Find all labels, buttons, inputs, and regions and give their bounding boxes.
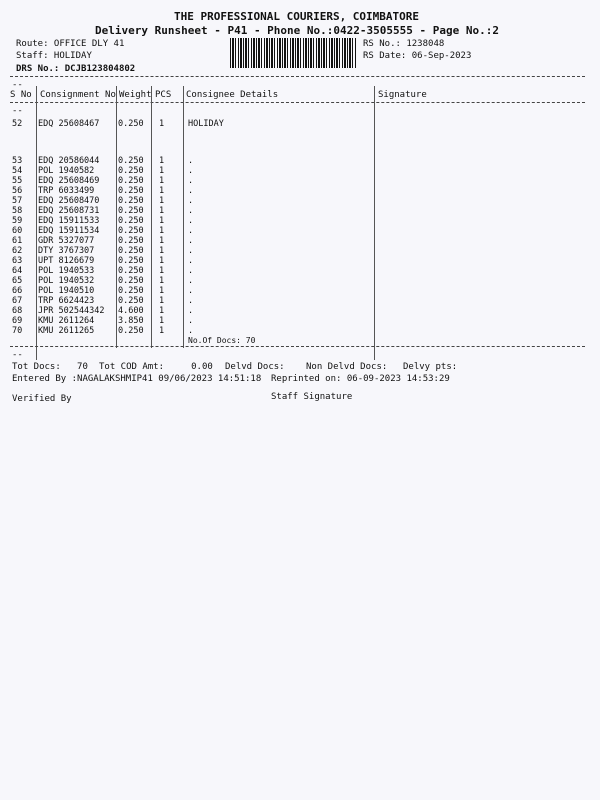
cell-pcs: 1	[159, 276, 165, 286]
cell-consignment: EDQ 20586044	[38, 156, 100, 166]
cell-consignment: TRP 6624423	[38, 296, 95, 306]
cell-details: .	[188, 166, 194, 176]
non-delivered-docs: Non Delvd Docs:	[306, 362, 388, 372]
cell-consignment: EDQ 25608470	[38, 196, 100, 206]
cell-details: .	[188, 196, 194, 206]
cell-consignment: KMU 2611264	[38, 316, 95, 326]
cell-details: .	[188, 306, 194, 316]
cell-weight: 0.250	[118, 119, 144, 129]
cell-weight: 0.250	[118, 166, 144, 176]
column-divider	[116, 86, 117, 348]
cell-details: .	[188, 176, 194, 186]
col-header-consignment: Consignment No	[40, 90, 116, 100]
cell-details: .	[188, 326, 194, 336]
cell-details: .	[188, 186, 194, 196]
cell-sno: 56	[12, 186, 23, 196]
cell-consignment: EDQ 15911533	[38, 216, 100, 226]
staff-label: Staff: HOLIDAY	[16, 51, 92, 61]
divider-mark: --	[12, 80, 23, 90]
cell-pcs: 1	[159, 236, 165, 246]
divider	[10, 76, 585, 77]
delivered-docs: Delvd Docs:	[225, 362, 285, 372]
cell-consignment: POL 1940532	[38, 276, 95, 286]
cell-weight: 0.250	[118, 186, 144, 196]
cell-details: .	[188, 316, 194, 326]
cell-details: .	[188, 236, 194, 246]
cell-pcs: 1	[159, 196, 165, 206]
cell-weight: 0.250	[118, 156, 144, 166]
column-divider	[36, 86, 37, 360]
cell-pcs: 1	[159, 186, 165, 196]
cell-pcs: 1	[159, 246, 165, 256]
cell-pcs: 1	[159, 266, 165, 276]
runsheet-subtitle: Delivery Runsheet - P41 - Phone No.:0422-3505555 - Page No.:2	[95, 24, 499, 37]
col-header-sno: S No	[10, 90, 32, 100]
entered-by: Entered By :NAGALAKSHMIP41 09/06/2023 14:51:18	[12, 374, 262, 384]
cell-weight: 0.250	[118, 276, 144, 286]
cell-weight: 0.250	[118, 206, 144, 216]
cell-consignment: EDQ 25608467	[38, 119, 100, 129]
cell-pcs: 1	[159, 206, 165, 216]
cell-consignment: EDQ 15911534	[38, 226, 100, 236]
no-of-docs: No.Of Docs: 70	[188, 336, 256, 345]
company-title: THE PROFESSIONAL COURIERS, COIMBATORE	[174, 10, 420, 23]
cell-pcs: 1	[159, 166, 165, 176]
cell-pcs: 1	[159, 156, 165, 166]
cell-consignment: DTY 3767307	[38, 246, 95, 256]
cell-sno: 64	[12, 266, 23, 276]
cell-weight: 0.250	[118, 296, 144, 306]
cell-sno: 54	[12, 166, 23, 176]
staff-signature: Staff Signature	[271, 392, 353, 402]
cell-pcs: 1	[159, 119, 165, 129]
cell-details: .	[188, 296, 194, 306]
cell-weight: 0.250	[118, 236, 144, 246]
cell-consignment: EDQ 25608731	[38, 206, 100, 216]
divider-mark: --	[12, 106, 23, 116]
divider-mark: --	[12, 350, 23, 360]
verified-by: Verified By	[12, 394, 72, 404]
col-header-details: Consignee Details	[186, 90, 279, 100]
divider	[10, 102, 585, 103]
column-divider	[183, 86, 184, 348]
cell-pcs: 1	[159, 326, 165, 336]
column-divider	[374, 86, 375, 360]
cell-consignment: POL 1940533	[38, 266, 95, 276]
col-header-weight: Weight	[119, 90, 152, 100]
column-divider	[151, 86, 152, 348]
cell-weight: 0.250	[118, 286, 144, 296]
delivery-points: Delvy pts:	[403, 362, 458, 372]
col-header-signature: Signature	[378, 90, 427, 100]
cell-consignment: JPR 502544342	[38, 306, 105, 316]
cell-weight: 3.850	[118, 316, 144, 326]
cell-sno: 69	[12, 316, 23, 326]
cell-sno: 63	[12, 256, 23, 266]
cell-weight: 0.250	[118, 176, 144, 186]
cell-pcs: 1	[159, 296, 165, 306]
cell-consignment: UPT 8126679	[38, 256, 95, 266]
tot-cod-amount: Tot COD Amt: 0.00	[99, 362, 213, 372]
cell-pcs: 1	[159, 256, 165, 266]
cell-weight: 0.250	[118, 216, 144, 226]
cell-details: .	[188, 156, 194, 166]
cell-sno: 62	[12, 246, 23, 256]
cell-weight: 0.250	[118, 226, 144, 236]
cell-consignment: KMU 2611265	[38, 326, 95, 336]
rs-date: RS Date: 06-Sep-2023	[363, 51, 472, 61]
cell-details: HOLIDAY	[188, 119, 224, 129]
route-label: Route: OFFICE DLY 41	[16, 39, 125, 49]
tot-docs: Tot Docs: 70	[12, 362, 88, 372]
cell-sno: 58	[12, 206, 23, 216]
cell-details: .	[188, 206, 194, 216]
cell-sno: 60	[12, 226, 23, 236]
cell-sno: 52	[12, 119, 23, 129]
cell-pcs: 1	[159, 306, 165, 316]
col-header-pcs: PCS	[155, 90, 172, 100]
cell-weight: 0.250	[118, 246, 144, 256]
cell-weight: 4.600	[118, 306, 144, 316]
cell-consignment: EDQ 25608469	[38, 176, 100, 186]
barcode	[230, 38, 356, 68]
reprinted-on: Reprinted on: 06-09-2023 14:53:29	[271, 374, 450, 384]
cell-pcs: 1	[159, 286, 165, 296]
cell-consignment: TRP 6033499	[38, 186, 95, 196]
rs-number: RS No.: 1238048	[363, 39, 445, 49]
cell-weight: 0.250	[118, 256, 144, 266]
cell-weight: 0.250	[118, 196, 144, 206]
cell-details: .	[188, 256, 194, 266]
cell-sno: 61	[12, 236, 23, 246]
cell-details: .	[188, 216, 194, 226]
cell-consignment: POL 1940510	[38, 286, 95, 296]
cell-pcs: 1	[159, 216, 165, 226]
cell-sno: 68	[12, 306, 23, 316]
divider	[10, 346, 585, 347]
cell-sno: 53	[12, 156, 23, 166]
cell-sno: 67	[12, 296, 23, 306]
cell-pcs: 1	[159, 316, 165, 326]
cell-weight: 0.250	[118, 266, 144, 276]
cell-sno: 65	[12, 276, 23, 286]
cell-pcs: 1	[159, 176, 165, 186]
cell-sno: 55	[12, 176, 23, 186]
cell-consignment: GDR 5327077	[38, 236, 95, 246]
cell-sno: 70	[12, 326, 23, 336]
cell-details: .	[188, 276, 194, 286]
cell-pcs: 1	[159, 226, 165, 236]
cell-details: .	[188, 226, 194, 236]
cell-details: .	[188, 266, 194, 276]
cell-weight: 0.250	[118, 326, 144, 336]
cell-sno: 66	[12, 286, 23, 296]
cell-sno: 57	[12, 196, 23, 206]
drs-number: DRS No.: DCJB123804802	[16, 64, 136, 74]
cell-consignment: POL 1940582	[38, 166, 95, 176]
cell-sno: 59	[12, 216, 23, 226]
cell-details: .	[188, 286, 194, 296]
cell-details: .	[188, 246, 194, 256]
